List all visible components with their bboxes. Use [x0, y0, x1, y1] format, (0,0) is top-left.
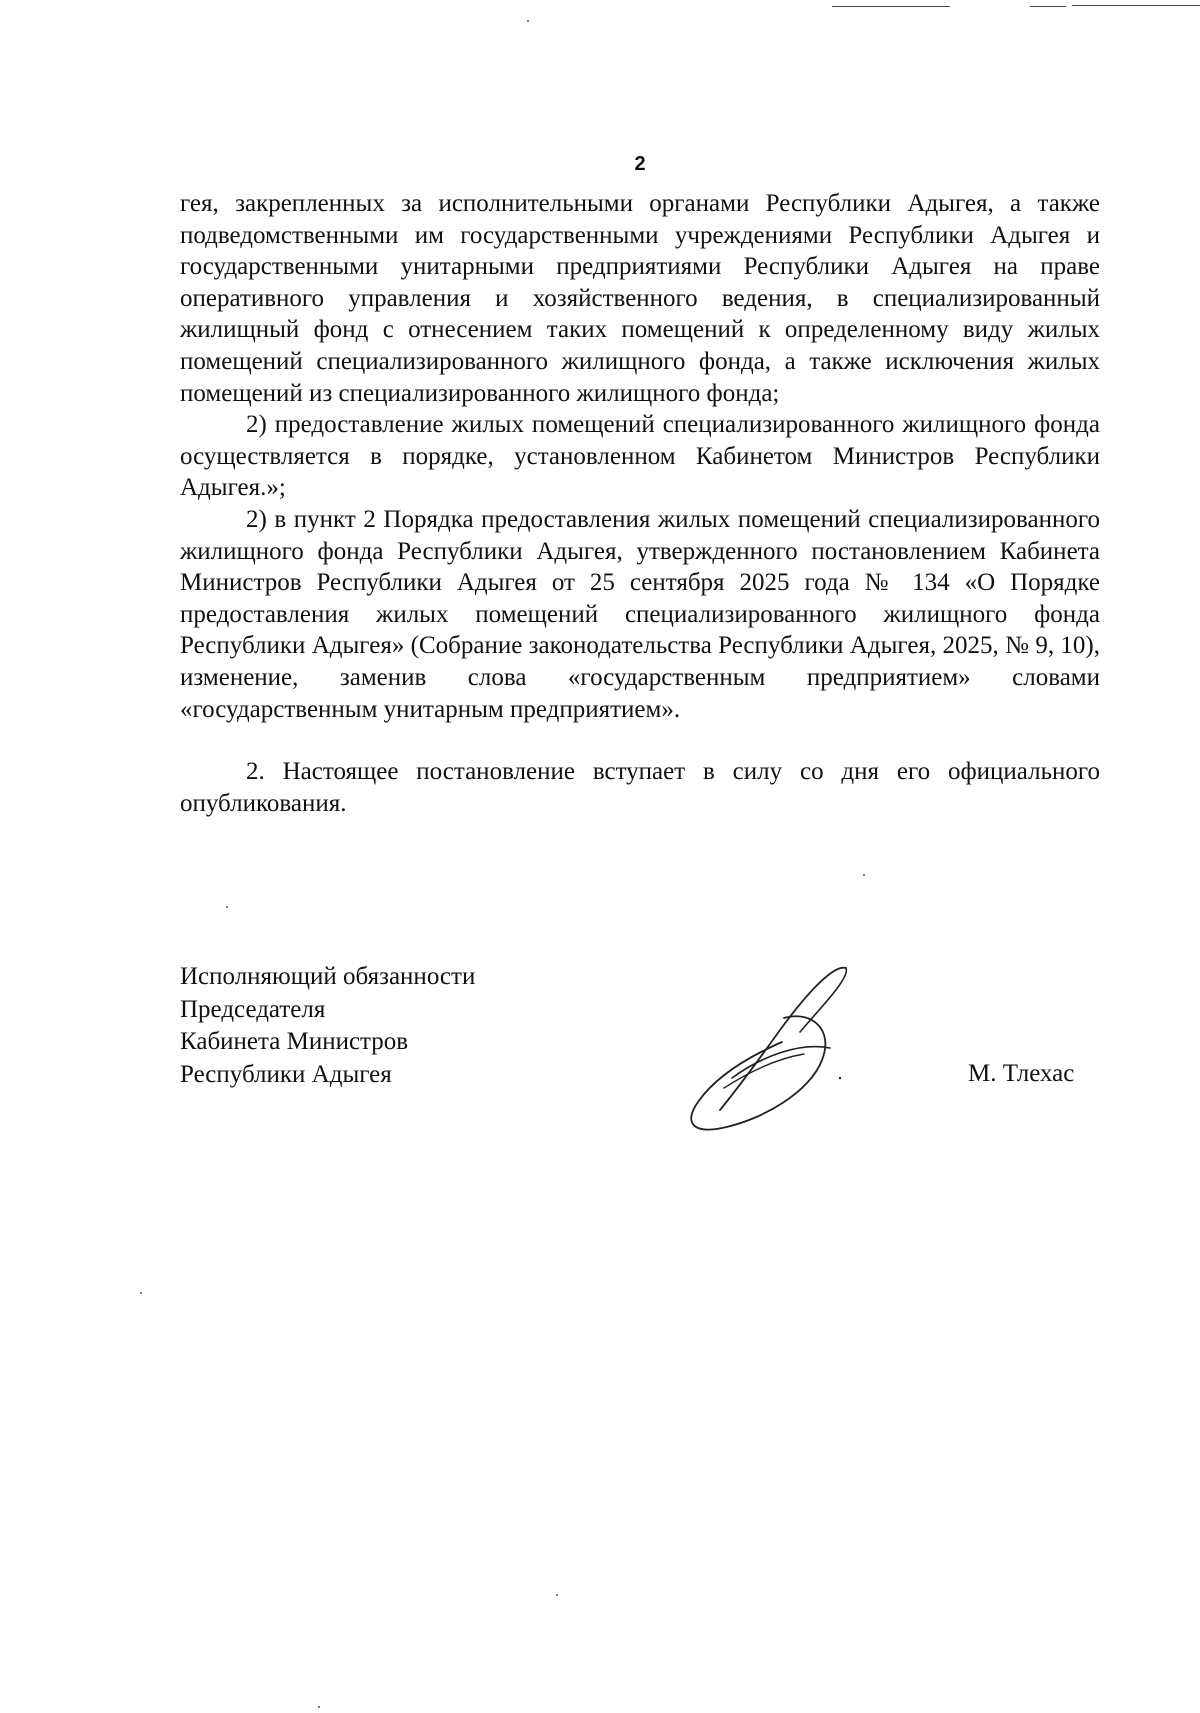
signatory-title [180, 961, 475, 1091]
scan-artifact-line [1030, 6, 1066, 7]
scan-artifact-line [1072, 5, 1200, 6]
scan-speck [863, 874, 865, 876]
signatory-title-line: Кабинета Министров [180, 1028, 409, 1055]
scan-speck [226, 906, 228, 908]
handwritten-signature [672, 960, 862, 1140]
signatory-title-line: Республики Адыгея [180, 1060, 392, 1088]
paragraph-amendment-2: 2) в пункт 2 Порядка предоставления жилых помещений специализированного жилищного фонда Республики Адыгея, утвержденного постановлением Кабинета Министров Республики Адыгея от 25 сентября 2025 года № 134 «О Порядке предоставления жилых помещений специализированного жилищного фонда Республики Адыгея» (Собрание законодательства Республики Адыгея, 2025, № 9, 10), изменение, заменив слова «государственным предприятием» словами «государственным унитарным предприятием». [180, 505, 1100, 723]
paragraph-subitem-2: 2) предоставление жилых помещений специализированного жилищного фонда осуществляется в порядке, установленном Кабинетом Министров Республики Адыгея.»; [180, 411, 1100, 502]
page-number: 2 [634, 153, 646, 175]
scan-speck [527, 20, 529, 22]
scan-artifact-line [832, 6, 950, 7]
paragraph-entry-into-force: 2. Настоящее постановление вступает в силу со дня его официального опубликования. [180, 758, 1100, 817]
signatory-title-line: Председателя [180, 995, 326, 1023]
paragraph-continuation: гея, закрепленных за исполнительными органами Республики Адыгея, а также подведомственными им государственными учреждениями Республики Адыгея и государственными унитарными предприятиями Республики Адыгея на праве оперативного управления и хозяйственного ведения, в специализированный жилищный фонд с отнесением таких помещений к определенному виду жилых помещений специализированного жилищного фонда, а также исключения жилых помещений из специализированного жилищного фонда; [180, 190, 1100, 407]
signatory-title-line: Исполняющий обязанности [180, 963, 476, 990]
document-body [180, 188, 1100, 819]
scan-speck [140, 1292, 142, 1294]
signatory-name: М. Тлехас [968, 1060, 1075, 1087]
scan-speck [556, 1594, 558, 1596]
scan-speck [318, 1706, 320, 1708]
